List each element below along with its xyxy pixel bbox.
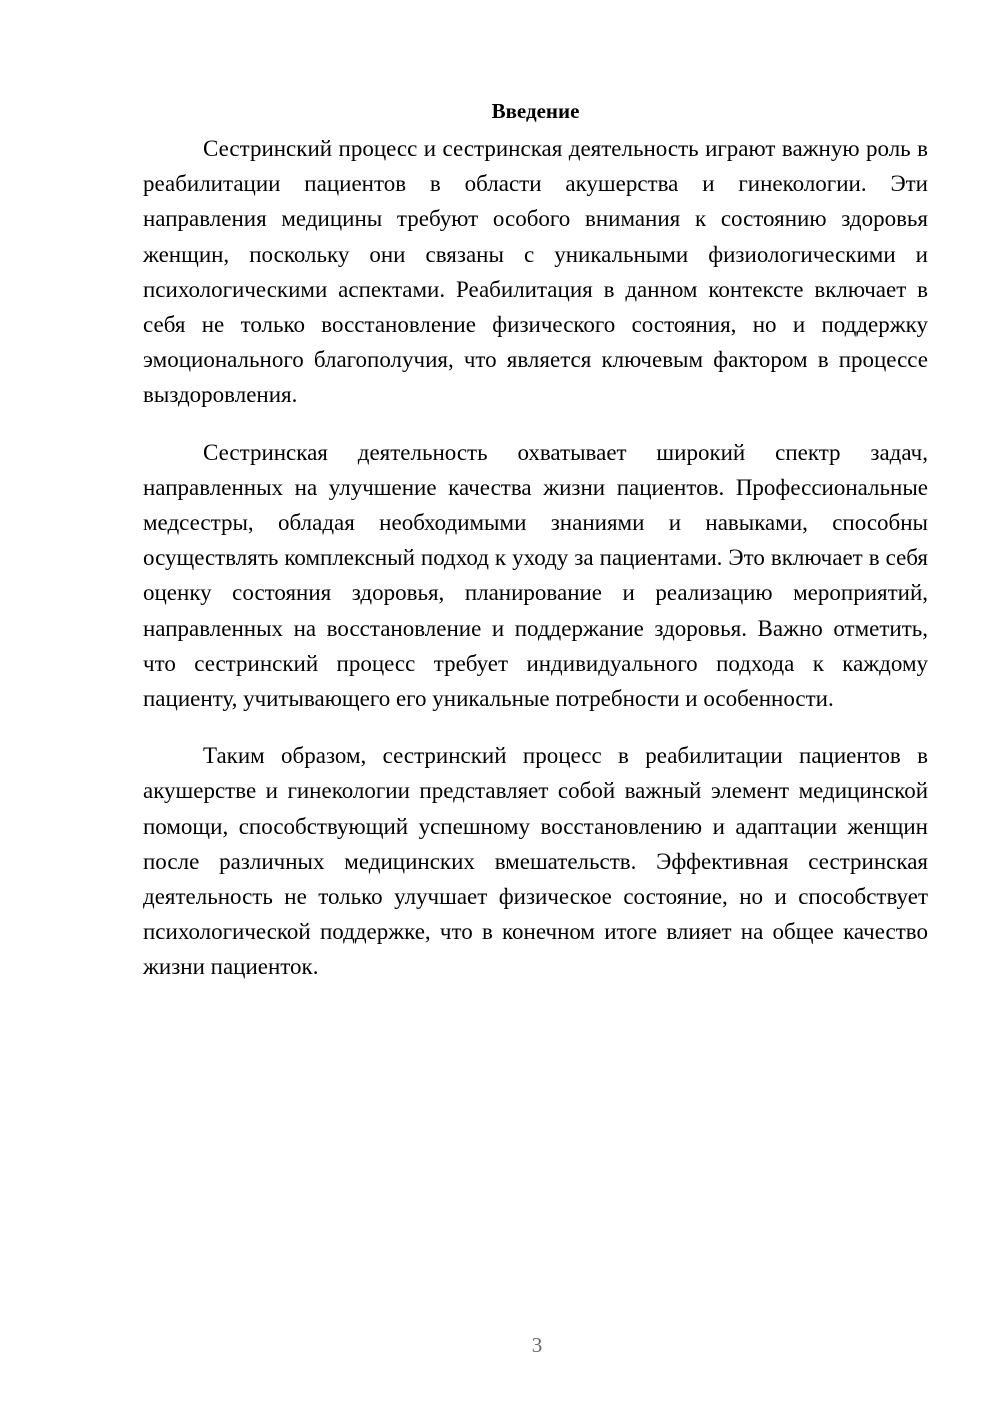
paragraph-1: Сестринский процесс и сестринская деятельность играют важную роль в реабилитации пациентов в области акушерства и гинекологии. Эти направления медицины требуют особого внимания к состоянию здоровья женщин, поскольку они связаны с уникальными физиологическими и психологическими аспектами. Реабилитация в данном контексте включает в себя не только восстановление физического состояния, но и поддержку эмоционального благополучия, что является ключевым фактором в процессе выздоровления. (143, 136, 928, 408)
paragraph-2: Сестринская деятельность охватывает широкий спектр задач, направленных на улучшение качества жизни пациентов. Профессиональные медсестры, обладая необходимыми знаниями и навыками, способны осуществлять комплексный подход к уходу за пациентами. Это включает в себя оценку состояния здоровья, планирование и реализацию мероприятий, направленных на восстановление и поддержание здоровья. Важно отметить, что сестринский процесс требует индивидуального подхода к каждому пациенту, учитывающего его уникальные потребности и особенности. (143, 439, 928, 712)
page-title: Введение (491, 99, 580, 123)
paragraph-3: Таким образом, сестринский процесс в реабилитации пациентов в акушерстве и гинекологии представляет собой важный элемент медицинской помощи, способствующий успешному восстановлению и адаптации женщин после различных медицинских вмешательств. Эффективная сестринская деятельность не только улучшает физическое состояние, но и способствует психологической поддержке, что в конечном итоге влияет на общее качество жизни пациенток. (143, 743, 928, 980)
page-content (143, 96, 928, 1007)
page-number: 3 (531, 1333, 543, 1357)
